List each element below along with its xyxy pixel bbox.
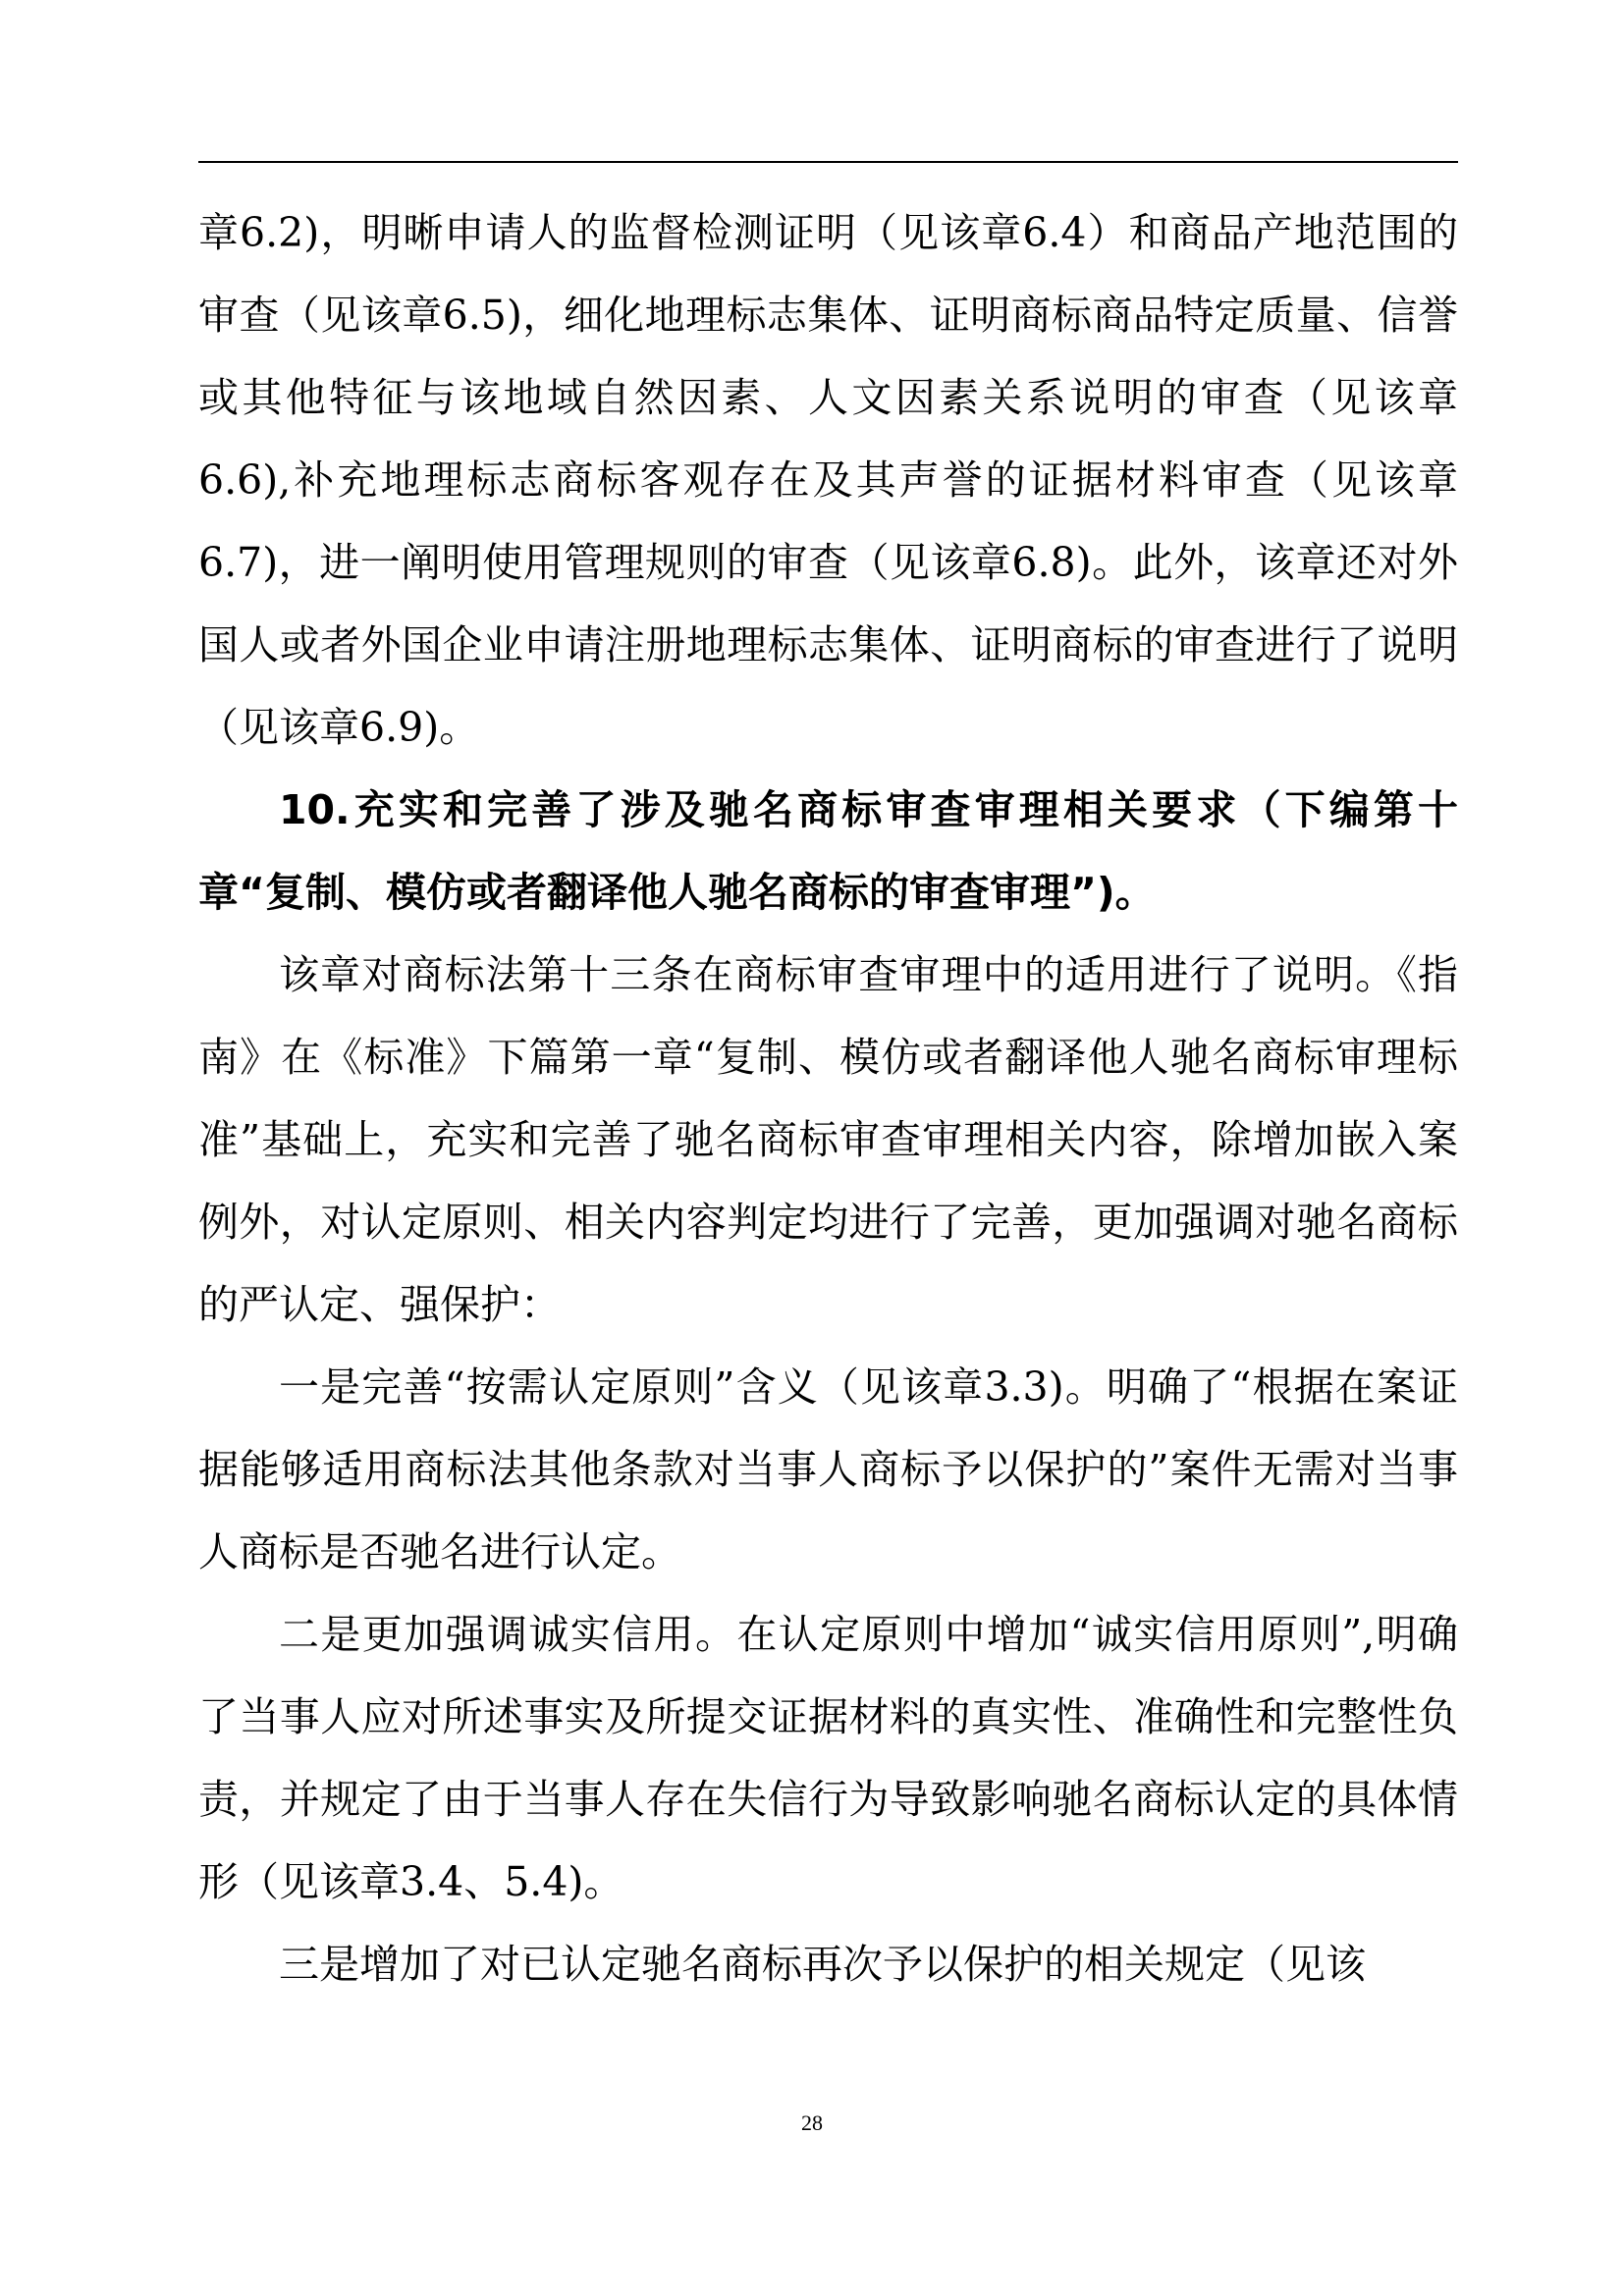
paragraph-continued: 章6.2)，明晰申请人的监督检测证明（见该章6.4）和商品产地范围的审查（见该章6.5)，细化地理标志集体、证明商标商品特定质量、信誉或其他特征与该地域自然因素、人文因素关系说明的审查（见该章6.6),补充地理标志商标客观存在及其声誉的证据材料审查（见该章6.7)，进一阐明使用管理规则的审查（见该章6.8)。此外，该章还对外国人或者外国企业申请注册地理标志集体、证明商标的审查进行了说明（见该章6.9)。 — [198, 209, 1458, 751]
paragraph-point-three: 三是增加了对已认定驰名商标再次予以保护的相关规定（见该 — [279, 1941, 1366, 1988]
header-rule — [198, 161, 1458, 163]
section-heading-10: 10.充实和完善了涉及驰名商标审查审理相关要求（下编第十章“复制、模仿或者翻译他人驰名商标的审查审理”)。 — [198, 786, 1458, 916]
body-text — [198, 191, 1458, 2005]
paragraph-point-one: 一是完善“按需认定原则”含义（见该章3.3)。明确了“根据在案证据能够适用商标法其他条款对当事人商标予以保护的”案件无需对当事人商标是否驰名进行认定。 — [198, 1363, 1458, 1575]
page-number: 28 — [801, 2110, 823, 2135]
paragraph-chapter-intro: 该章对商标法第十三条在商标审查审理中的适用进行了说明。《指南》在《标准》下篇第一章“复制、模仿或者翻译他人驰名商标审理标准”基础上，充实和完善了驰名商标审查审理相关内容，除增加嵌入案例外，对认定原则、相关内容判定均进行了完善，更加强调对驰名商标的严认定、强保护： — [198, 951, 1458, 1328]
paragraph-point-two: 二是更加强调诚实信用。在认定原则中增加“诚实信用原则”,明确了当事人应对所述事实及所提交证据材料的真实性、准确性和完整性负责，并规定了由于当事人存在失信行为导致影响驰名商标认定的具体情形（见该章3.4、5.4)。 — [198, 1611, 1458, 1905]
